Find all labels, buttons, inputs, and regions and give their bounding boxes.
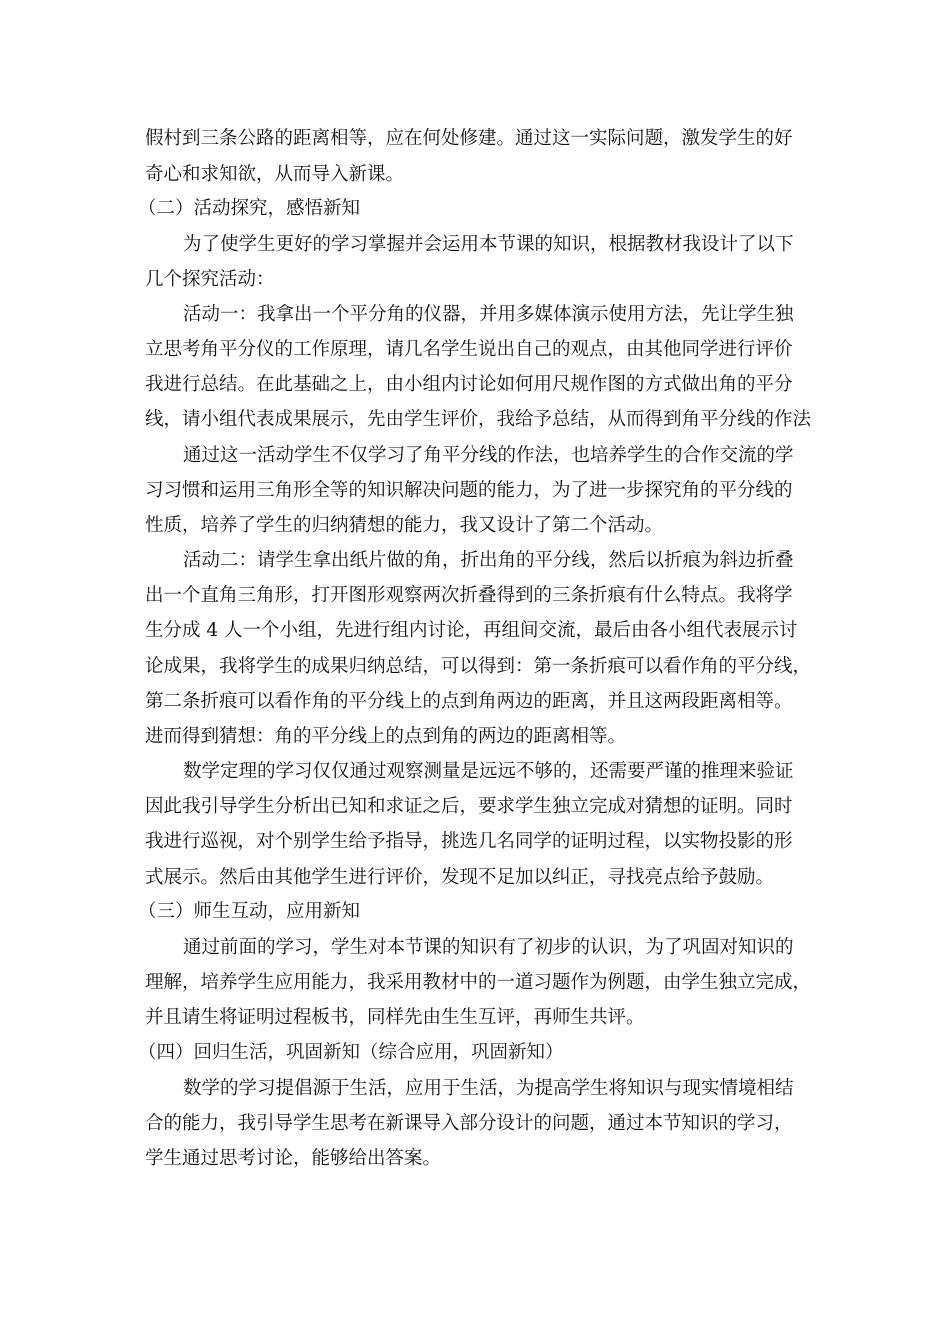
text-line: 我进行巡视，对个别学生给予指导，挑选几名同学的证明过程，以实物投影的形 (145, 831, 793, 852)
text-line: 合的能力，我引导学生思考在新课导入部分设计的问题，通过本节知识的学习， (145, 1113, 793, 1134)
text-line: 理解，培养学生应用能力，我采用教材中的一道习题作为例题，由学生独立完成， (145, 972, 812, 993)
text-line: 数学的学习提倡源于生活，应用于生活，为提高学生将知识与现实情境相结 (183, 1078, 794, 1099)
text-line: 活动二：请学生拿出纸片做的角，折出角的平分线，然后以折痕为斜边折叠 (183, 550, 794, 571)
section-heading: （二）活动探究，感悟新知 (138, 198, 361, 219)
text-line: 性质，培养了学生的归纳猜想的能力，我又设计了第二个活动。 (145, 515, 664, 536)
text-line: 几个探究活动： (145, 269, 275, 290)
text-line: 为了使学生更好的学习掌握并会运用本节课的知识，根据教材我设计了以下 (183, 234, 794, 255)
text-line: 进而得到猜想：角的平分线上的点到角的两边的距离相等。 (145, 726, 627, 747)
text-line: 第二条折痕可以看作角的平分线上的点到角两边的距离，并且这两段距离相等。 (145, 691, 793, 712)
text-line: 并且请生将证明过程板书，同样先由生生互评，再师生共评。 (145, 1007, 645, 1028)
text-line: 因此我引导学生分析出已知和求证之后，要求学生独立完成对猜想的证明。同时 (145, 796, 793, 817)
text-line: 出一个直角三角形，打开图形观察两次折叠得到的三条折痕有什么特点。我将学 (145, 585, 793, 606)
section-heading: （四）回归生活，巩固新知（综合应用，巩固新知） (138, 1042, 564, 1063)
text-line: 通过前面的学习，学生对本节课的知识有了初步的认识，为了巩固对知识的 (183, 937, 794, 958)
text-line: 立思考角平分仪的工作原理，请几名学生说出自己的观点，由其他同学进行评价 (145, 339, 793, 360)
text-line: 习习惯和运用三角形全等的知识解决问题的能力，为了进一步探究角的平分线的 (145, 480, 793, 501)
text-line: 学生通过思考讨论，能够给出答案。 (145, 1148, 442, 1169)
text-line: 式展示。然后由其他学生进行评价，发现不足加以纠正，寻找亮点给予鼓励。 (145, 867, 775, 888)
text-line: 生分成 4 人一个小组，先进行组内讨论，再组间交流，最后由各小组代表展示讨 (145, 620, 798, 641)
text-line: 论成果，我将学生的成果归纳总结，可以得到：第一条折痕可以看作角的平分线， (145, 656, 812, 677)
text-line: 数学定理的学习仅仅通过观察测量是远远不够的，还需要严谨的推理来验证 (183, 761, 794, 782)
text-line: 我进行总结。在此基础之上，由小组内讨论如何用尺规作图的方式做出角的平分 (145, 374, 793, 395)
text-line: 线，请小组代表成果展示，先由学生评价，我给予总结，从而得到角平分线的作法 (145, 409, 812, 430)
text-line: 奇心和求知欲，从而导入新课。 (145, 164, 405, 185)
text-line: 活动一：我拿出一个平分角的仪器，并用多媒体演示使用方法，先让学生独 (183, 304, 794, 325)
section-heading: （三）师生互动，应用新知 (138, 901, 361, 922)
text-line: 假村到三条公路的距离相等，应在何处修建。通过这一实际问题，激发学生的好 (145, 128, 793, 149)
text-line: 通过这一活动学生不仅学习了角平分线的作法，也培养学生的合作交流的学 (183, 445, 794, 466)
